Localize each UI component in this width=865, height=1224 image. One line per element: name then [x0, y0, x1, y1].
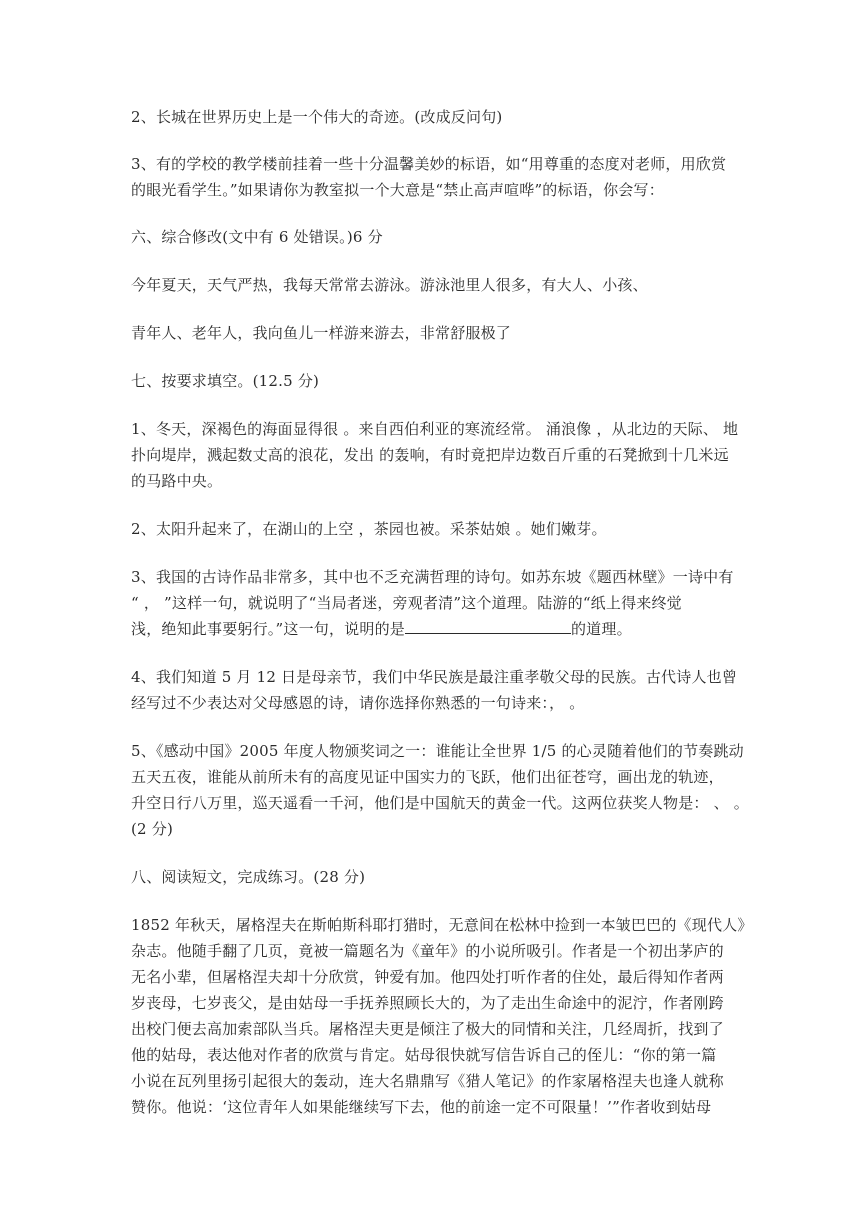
text-line: 的马路中央。	[131, 472, 223, 490]
text-line: 小说在瓦列里扬引起很大的轰动，连大名鼎鼎写《猎人笔记》的作家屠格涅夫也逢人就称	[131, 1072, 724, 1090]
correction-paragraph-2	[131, 320, 739, 346]
text-line: 2、太阳升起来了，在湖山的上空 ，茶园也被。采茶姑娘 。她们嫩芽。	[131, 520, 607, 538]
text-line: 3、我国的古诗作品非常多，其中也不乏充满哲理的诗句。如苏东坡《题西林壁》一诗中有	[131, 568, 734, 586]
text-line: 今年夏天，天气严热，我每天常常去游泳。游泳池里人很多，有大人、小孩、	[131, 276, 648, 294]
text-line: “ ， ”这样一句，就说明了“当局者迷，旁观者清”这个道理。陆游的“纸上得来终觉	[131, 594, 682, 612]
text-line: 升空日行八万里，巡天遥看一千河，他们是中国航天的黄金一代。这两位获奖人物是： 、 。	[131, 794, 749, 812]
fill-question-3	[131, 564, 739, 642]
text-line: 的眼光看学生。”如果请你为教室拟一个大意是“禁止高声喧哗”的标语，你会写：	[131, 181, 664, 199]
text-line: (2 分)	[131, 820, 174, 838]
correction-paragraph-1	[131, 272, 739, 298]
text-line: 4、我们知道 5 月 12 日是母亲节，我们中华民族是最注重孝敬父母的民族。古代诗人也曾	[131, 668, 738, 686]
text-segment: 浅，绝知此事要躬行。”这一句，说明的是	[131, 620, 405, 638]
answer-blank	[405, 619, 571, 634]
text-line: 赞你。他说：‘这位青年人如果能继续写下去，他的前途一定不可限量！’”作者收到姑母	[131, 1098, 712, 1116]
text-line: 七、按要求填空。(12.5 分)	[131, 372, 320, 390]
section-8-heading	[131, 864, 739, 890]
fill-question-2	[131, 516, 739, 542]
text-line: 经写过不少表达对父母感恩的诗，请你选择你熟悉的一句诗来：， 。	[131, 694, 585, 712]
text-line: 扑向堤岸，溅起数丈高的浪花，发出 的轰响，有时竟把岸边数百斤重的石凳掀到十几米远	[131, 446, 729, 464]
text-line: 5、《感动中国》2005 年度人物颁奖词之一：谁能让全世界 1/5 的心灵随着他们的节奏跳动	[131, 742, 744, 760]
text-line: 3、有的学校的教学楼前挂着一些十分温馨美妙的标语，如“用尊重的态度对老师，用欣赏	[131, 155, 727, 173]
text-line: 他的姑母，表达他对作者的欣赏与肯定。姑母很快就写信告诉自己的侄儿：“你的第一篇	[131, 1046, 717, 1064]
text-segment: 的道理。	[570, 620, 632, 638]
text-line: 1852 年秋天，屠格涅夫在斯帕斯科耶打猎时，无意间在松林中捡到一本皱巴巴的《现代人》	[131, 916, 753, 934]
reading-passage	[131, 912, 753, 1120]
fill-question-4	[131, 664, 739, 716]
text-line: 五天五夜，谁能从前所未有的高度见证中国实力的飞跃，他们出征苍穹，画出龙的轨迹，	[131, 768, 724, 786]
section-7-heading	[131, 368, 739, 394]
text-line: 无名小辈，但屠格涅夫却十分欣赏，钟爱有加。他四处打听作者的住处，最后得知作者两	[131, 968, 724, 986]
text-line: 青年人、老年人，我向鱼儿一样游来游去，非常舒服极了	[131, 324, 512, 342]
text-line	[131, 616, 739, 642]
text-line: 出校门便去高加索部队当兵。屠格涅夫更是倾注了极大的同情和关注，几经周折，找到了	[131, 1020, 724, 1038]
document-page	[131, 104, 753, 1120]
text-line: 六、综合修改(文中有 6 处错误。)6 分	[131, 228, 383, 246]
question-3-slogan	[131, 151, 739, 203]
question-2-rhetorical	[131, 104, 739, 130]
section-6-heading	[131, 224, 739, 250]
text-line: 岁丧母，七岁丧父，是由姑母一手抚养照顾长大的，为了走出生命途中的泥泞，作者刚跨	[131, 994, 724, 1012]
fill-question-1	[131, 416, 739, 494]
text-line: 1、冬天，深褐色的海面显得很 。来自西伯利亚的寒流经常。 涌浪像 ，从北边的天际、 地	[131, 420, 739, 438]
text-line: 八、阅读短文，完成练习。(28 分)	[131, 868, 366, 886]
fill-question-5	[131, 738, 749, 842]
text-line: 杂志。他随手翻了几页，竟被一篇题名为《童年》的小说所吸引。作者是一个初出茅庐的	[131, 942, 724, 960]
text-line: 2、长城在世界历史上是一个伟大的奇迹。(改成反问句)	[131, 108, 503, 126]
